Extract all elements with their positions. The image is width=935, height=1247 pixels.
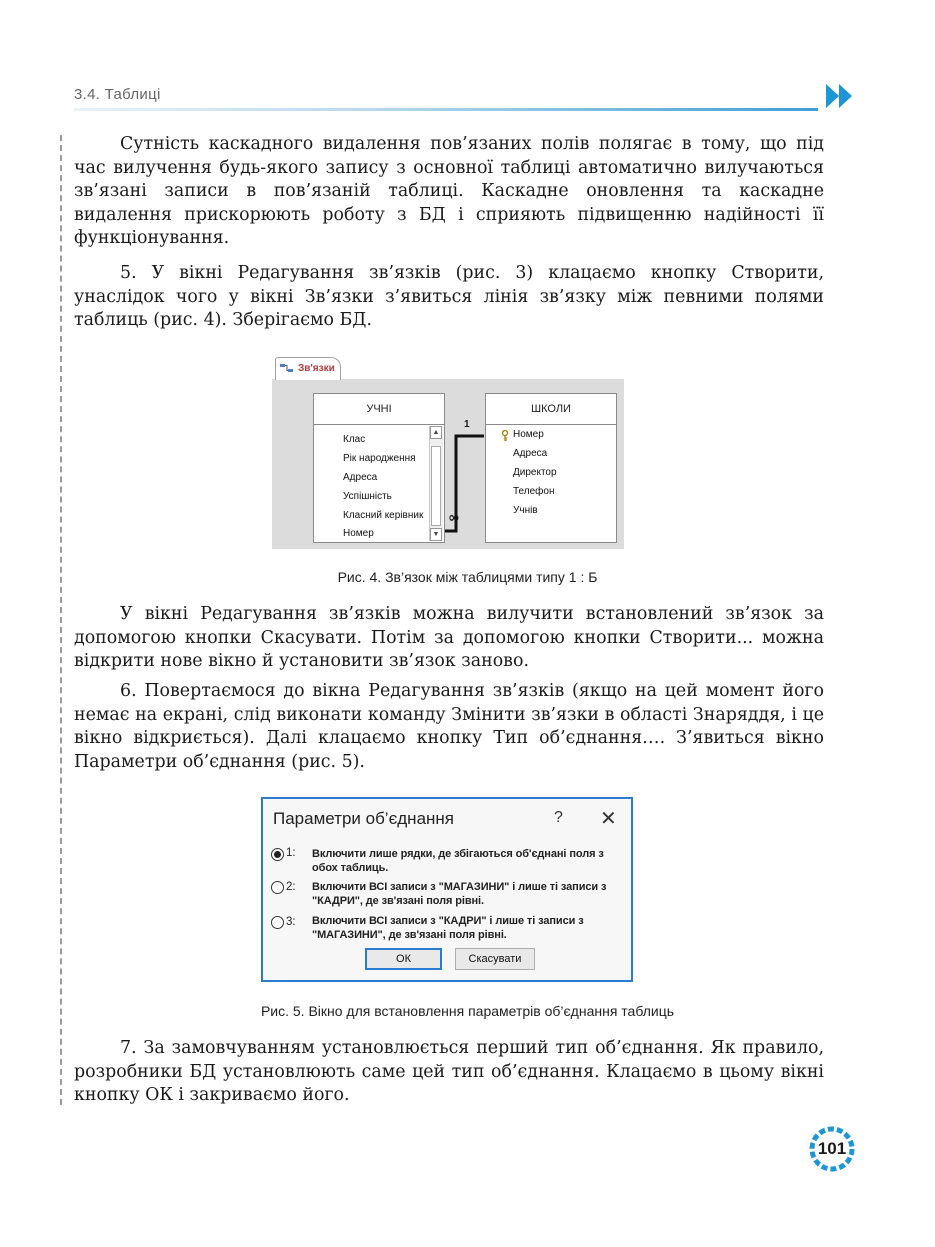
relationship-one-label: 1 [464,419,470,430]
figure-4-caption: Рис. 4. Зв’язок між таблицями типу 1 : Б [337,569,598,585]
option-1-text[interactable]: Включити лише рядки, де збігаються об'єднані поля з обох таблиць. [312,848,604,874]
paragraph-cascade-delete: Сутність каскадного видалення пов’язаних полів полягає в тому, що під час вилучення будь-якого запису з основної таблиці автоматично вилучаються зв’язані записи в пов’язаній таблиці. Каскадне оновлення та каскадне видалення прискорюють роботу з БД і сприяють підвищенню надійності її функціонування. [74,134,824,249]
field-item[interactable]: Учнів [513,505,538,516]
paragraph-step-7: 7. За замовчуванням установлюється перший тип об’єднання. Як правило, розробники БД установлюють саме цей тип об’єднання. Клацаємо в цьому вікні кнопку ОК і закриваємо його. [74,1038,824,1106]
section-title: 3.4. Таблиці [74,86,161,103]
figure-relationships-window [272,352,624,549]
help-icon[interactable]: ? [554,809,563,826]
option-2-text[interactable]: Включити ВСІ записи з "МАГАЗИНИ" і лише ті записи з "КАДРИ", де зв'язані поля рівні. [312,881,607,907]
tab-relationships-label: Зв'язки [298,363,335,374]
field-item[interactable]: Телефон [513,486,555,497]
page-number: 101 [817,1139,847,1158]
field-item[interactable]: Номер [513,429,544,440]
radio-option-3[interactable] [271,916,284,929]
paragraph-step-5: 5. У вікні Редагування зв’язків (рис. 3) клацаємо кнопку Створити, унаслідок чого у вікні Зв’язки з’явиться лінія зв’язку між певними полями таблиць (рис. 4). Зберігаємо БД. [74,263,824,331]
close-icon[interactable]: ✕ [600,808,617,830]
header-rule [74,108,818,111]
field-item[interactable]: Адреса [343,472,378,483]
field-item[interactable]: Успішність [343,491,392,502]
field-item[interactable]: Класний керівник [343,510,424,521]
option-3-number: 3: [286,916,296,928]
join-properties-dialog [261,797,633,982]
double-chevron-icon [826,82,856,110]
radio-option-2[interactable] [271,881,284,894]
option-2-number: 2: [286,881,296,893]
figure-5-caption: Рис. 5. Вікно для встановлення параметрів об’єднання таблиць [260,1003,675,1019]
relationship-many-label: ∞ [448,510,460,526]
field-item[interactable]: Номер [343,528,374,539]
scroll-up-icon[interactable]: ▲ [430,426,442,439]
radio-option-1[interactable] [271,848,284,861]
ok-button[interactable]: ОК [365,948,442,970]
dialog-title: Параметри об’єднання [273,809,455,828]
scroll-down-icon[interactable]: ▼ [430,528,442,541]
table-schools-title: ШКОЛИ [486,394,616,425]
table-pupils-title: УЧНІ [314,394,444,425]
field-item[interactable]: Рік народження [343,453,416,464]
field-item[interactable]: Адреса [513,448,548,459]
option-1-number: 1: [286,847,296,859]
paragraph-step-6: 6. Повертаємося до вікна Редагування зв’язків (якщо на цей момент його немає на екрані, слід виконати команду Змінити зв’язки в області Знаряддя, і це вікно відкриється). Далі клацаємо кнопку Тип об’єднання…. З’явиться вікно Параметри об’єднання (рис. 5). [74,681,824,772]
option-3-text[interactable]: Включити ВСІ записи з "КАДРИ" і лише ті записи з "МАГАЗИНИ", де зв'язані поля рівні. [312,915,584,941]
field-item[interactable]: Директор [513,467,557,478]
paragraph-cancel-recreate: У вікні Редагування зв’язків можна вилучити встановлений зв’язок за допомогою кнопки Скасувати. Потім за допомогою кнопки Створити... можна відкрити нове вікно й установити зв’язок заново. [74,604,824,672]
margin-dashed-rule [60,135,62,1105]
field-item[interactable]: Клас [343,434,366,445]
cancel-button[interactable]: Скасувати [455,948,535,970]
